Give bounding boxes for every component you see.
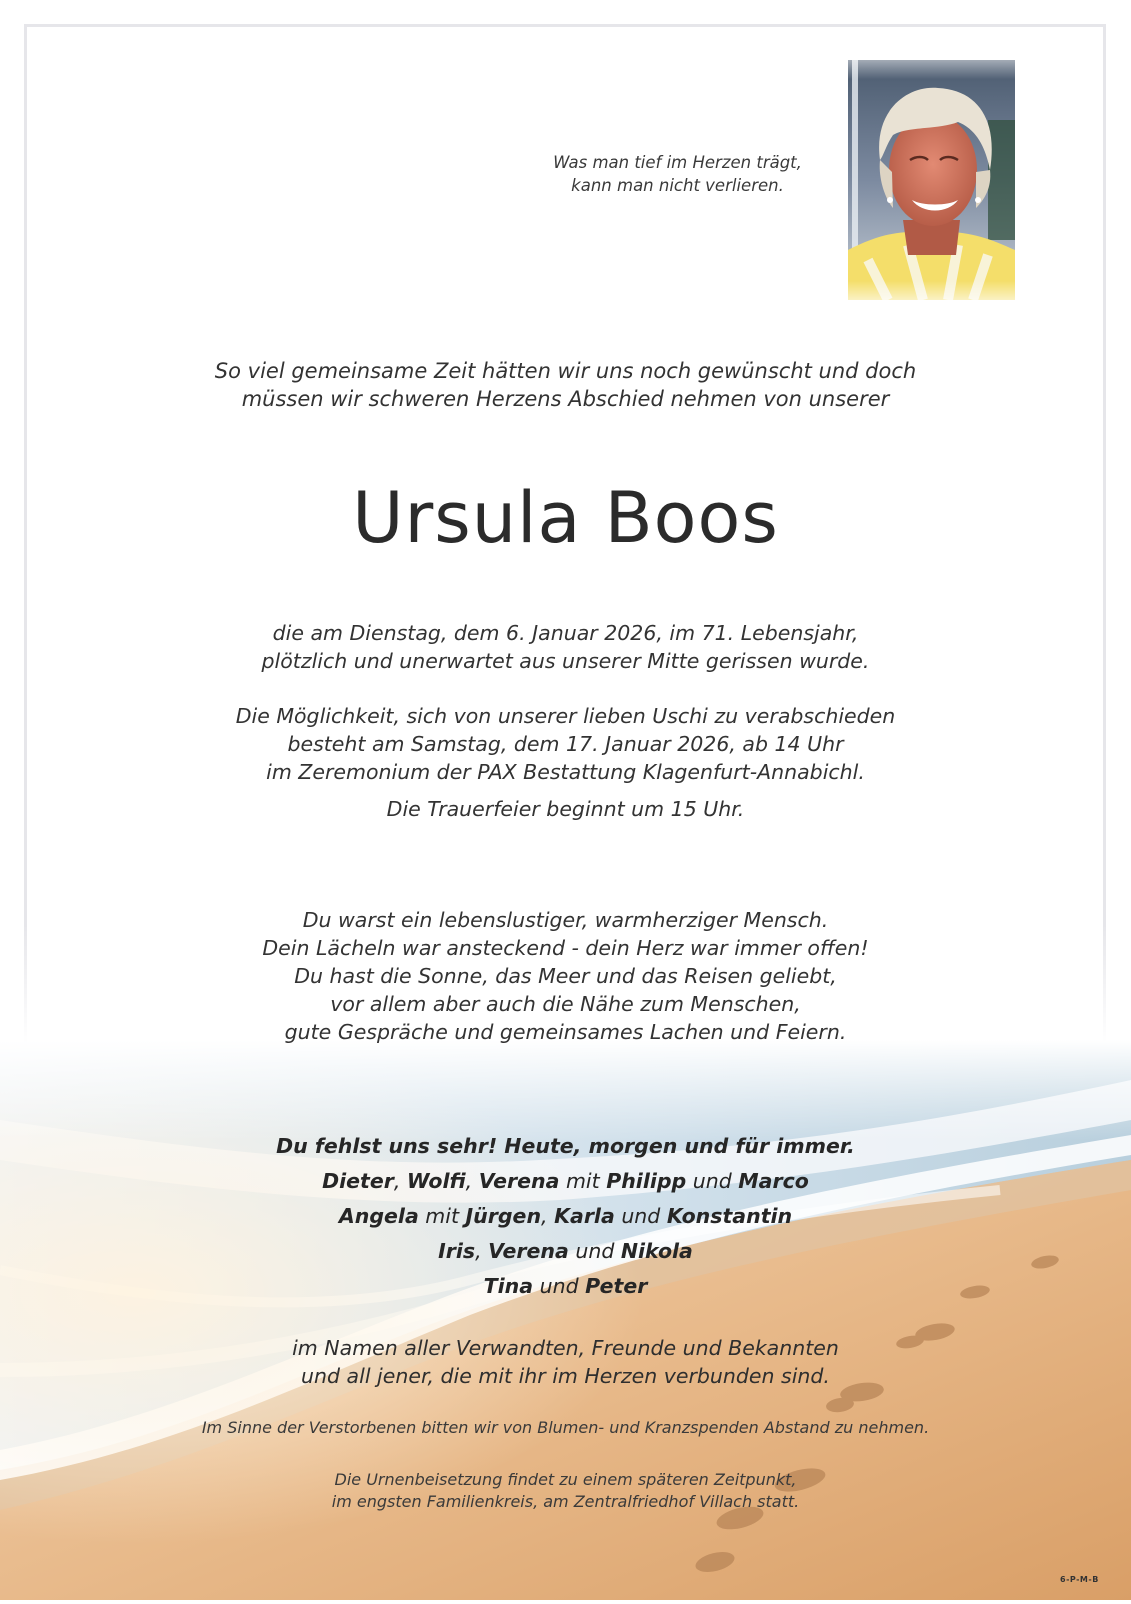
family-separator: und [686,1169,739,1193]
family-separator: mit [559,1169,607,1193]
family-member: Marco [738,1169,809,1193]
tribute-poem [0,906,1131,1046]
family-member: Philipp [606,1169,687,1193]
family-separator: und [614,1204,667,1228]
family-row-4 [0,1269,1131,1304]
family-separator: , [393,1169,407,1193]
family-row-3 [0,1234,1131,1269]
family-separator: , [475,1239,489,1263]
urn-burial-note [0,1469,1131,1513]
family-member: Iris [438,1239,476,1263]
family-member: Karla [554,1204,615,1228]
poem-line-4: vor allem aber auch die Nähe zum Menschen, [330,992,801,1016]
family-member: Verena [478,1169,560,1193]
deceased-name: Ursula Boos [352,477,779,559]
family-heading: Du fehlst uns sehr! Heute, morgen und für immer. [276,1134,855,1158]
family-separator: und [568,1239,621,1263]
flowers-note: Im Sinne der Verstorbenen bitten wir von Blumen- und Kranzspenden Abstand zu nehmen. [201,1418,930,1437]
family-separator: , [541,1204,555,1228]
poem-line-3: Du hast die Sonne, das Meer und das Reisen geliebt, [294,964,837,988]
family-member: Konstantin [666,1204,793,1228]
death-notice-line-1: die am Dienstag, dem 6. Januar 2026, im 71. Lebensjahr, [272,621,859,645]
family-member: Wolfi [406,1169,466,1193]
ceremony-time: Die Trauerfeier beginnt um 15 Uhr. [386,797,745,821]
family-row-1 [0,1164,1131,1199]
family-member: Tina [483,1274,534,1298]
urn-line-2: im engsten Familienkreis, am Zentralfriedhof Villach statt. [331,1492,800,1511]
family-member: Dieter [322,1169,394,1193]
motto-quote [520,151,835,197]
family-member: Angela [338,1204,419,1228]
poem-line-2: Dein Lächeln war ansteckend - dein Herz war immer offen! [262,936,869,960]
family-separator: und [533,1274,586,1298]
intro-text [0,357,1131,413]
farewell-line-3: im Zeremonium der PAX Bestattung Klagenfurt-Annabichl. [266,760,865,784]
family-separator: mit [418,1204,466,1228]
farewell-line-2: besteht am Samstag, dem 17. Januar 2026, ab 14 Uhr [287,732,844,756]
family-member: Verena [488,1239,569,1263]
death-notice [0,619,1131,675]
intro-line-2: müssen wir schweren Herzens Abschied nehmen von unserer [241,387,890,411]
family-separator: , [465,1169,479,1193]
farewell-line-1: Die Möglichkeit, sich von unserer lieben Uschi zu verabschieden [235,704,896,728]
family-member: Jürgen [465,1204,542,1228]
on-behalf-line-1: im Namen aller Verwandten, Freunde und Bekannten [292,1336,839,1360]
motto-line-1: Was man tief im Herzen trägt, [553,153,802,172]
poem-line-1: Du warst ein lebenslustiger, warmherziger Mensch. [302,908,829,932]
poem-line-5: gute Gespräche und gemeinsames Lachen und Feiern. [284,1020,847,1044]
family-member: Nikola [620,1239,693,1263]
urn-line-1: Die Urnenbeisetzung findet zu einem späteren Zeitpunkt, [334,1470,797,1489]
motto-line-2: kann man nicht verlieren. [571,176,784,195]
on-behalf-line-2: und all jener, die mit ihr im Herzen verbunden sind. [301,1364,830,1388]
portrait-photo [848,60,1015,300]
on-behalf-text [0,1334,1131,1390]
family-mourners [0,1129,1131,1304]
death-notice-line-2: plötzlich und unerwartet aus unserer Mitte gerissen wurde. [261,649,870,673]
intro-line-1: So viel gemeinsame Zeit hätten wir uns noch gewünscht und doch [214,359,917,383]
publisher-mark: 6-P-M-B [1060,1575,1099,1584]
farewell-details [0,702,1131,786]
family-row-2 [0,1199,1131,1234]
family-member: Peter [585,1274,648,1298]
